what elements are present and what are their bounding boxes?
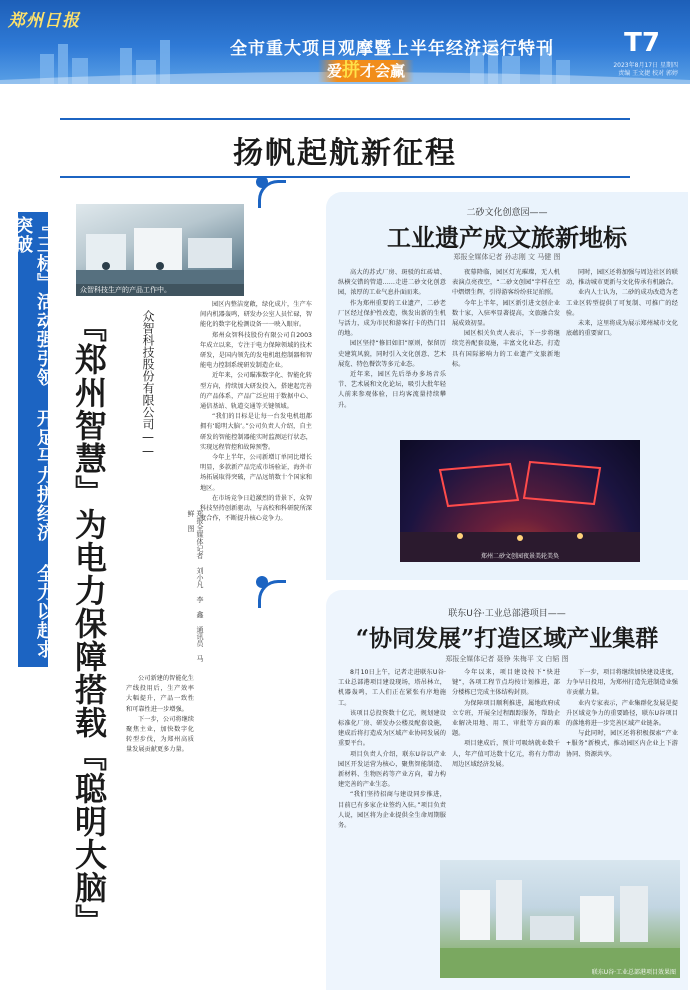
paragraph: 公司新建的智能化生产线投用后，生产效率大幅提升，产品一致性和可靠性进一步增强。 [126, 675, 194, 713]
left-article-kicker: 众智科技股份有限公司—— [141, 310, 155, 458]
paragraph: 高大的苏式厂房、斑驳的红砖墙、纵横交错的管道……走进二砂文化创意园，浓厚的工业气息扑面而来。 [338, 269, 446, 297]
article-b-title: “协同发展”打造区域产业集群 [355, 625, 659, 652]
factory-photo-graphic [76, 204, 244, 296]
paragraph: 同时，园区还将加强与周边社区的联动，推动城市更新与文化传承有机融合。 [566, 269, 678, 287]
issue-date: 2023年8月17日 星期四 [613, 62, 678, 69]
paragraph: 今年上半年，公司新增订单同比增长明显，多款新产品完成市场验证，海外市场拓展取得突破，产品远销数十个国家和地区。 [200, 454, 312, 492]
paragraph: 未来，这里将成为展示郑州城市文化底蕴的重要窗口。 [566, 320, 678, 338]
paragraph: 业内人士认为，二砂的成功改造为老工业区转型提供了可复制、可推广的经验。 [566, 289, 678, 317]
editor-line: 责编 王文捷 校对 郭婷 [618, 70, 678, 77]
aerial-photo-caption: 联东U谷·工业总部港项目效果图 [591, 969, 676, 976]
article-b-col-1 [338, 668, 446, 978]
panel-accent-dot [256, 176, 268, 188]
left-article-title: 『郑州智慧』为电力保障搭载『聪明大脑』 [70, 310, 108, 937]
paragraph: 近年来，公司瞄准数字化、智能化转型方向，持续加大研发投入，搭建起完善的产品体系，产品广泛应用于数据中心、通信基站、轨道交通等关键领域。 [200, 372, 312, 411]
paragraph: 今年上半年，园区新引进文创企业数十家，入驻率显著提高，文旅融合发展成效初显。 [452, 299, 560, 328]
slogan-column: 『三标』活动强引领 开足马力拼经济 全力以赴求突破 [18, 212, 48, 667]
paragraph: 8月10日上午，记者走进联东U谷·工业总部港项目建设现场，塔吊林立，机器轰鸣，工人们正在紧张有序地施工。 [338, 669, 446, 707]
left-article-body-continued [126, 674, 194, 974]
paragraph: 下一步，项目将继续加快建设进度，力争早日投用，为郑州打造先进制造业强市贡献力量。 [566, 669, 678, 697]
paragraph: “我们坚持招商与建设同步推进，目前已有多家企业签约入驻。”项目负责人说，园区将为企业提供全生命周期服务。 [338, 791, 446, 830]
article-a-col-2 [452, 268, 560, 438]
page-header [0, 0, 690, 84]
paragraph: 作为郑州重要的工业遗产，二砂老厂区经过保护性改造，焕发出新的生机与活力，成为市民和游客打卡的热门目的地。 [338, 299, 446, 338]
paragraph: 郑州众智科技股份有限公司自2003年成立以来，专注于电力保障领域的技术研发，是国内领先的发电机组控制器和智能电力控制系统研发制造企业。 [200, 331, 312, 370]
paragraph: 夜幕降临，园区灯光璀璨，无人机表演点亮夜空，“二砂文创园”字样在空中熠熠生辉，引得游客纷纷驻足拍照。 [452, 269, 560, 297]
article-a-kicker: 二砂文化创意园—— [466, 208, 548, 218]
sub-banner-highlight: 拼 [342, 60, 360, 81]
paragraph: 近年来，园区先后举办多场音乐节、艺术展和文化论坛，吸引大批年轻人前来参观体验，日均客流量持续攀升。 [338, 371, 446, 409]
article-b-byline: 郑报全媒体记者 聂铮 朱梅平 文 白韬 图 [445, 655, 569, 663]
issue-info [613, 62, 678, 78]
article-b-col-3 [566, 668, 678, 854]
special-edition-title: 全市重大项目观摩暨上半年经济运行特刊 [230, 39, 554, 59]
left-article-byline: 郑报全媒体记者 刘小凡 李 鑫 通讯员 马 鲜 图 [187, 510, 204, 662]
sub-banner [318, 60, 414, 82]
article-a-col-3 [566, 268, 678, 438]
aerial-photo-graphic [440, 860, 680, 978]
sub-banner-pre: 爱 [326, 62, 342, 80]
article-a-byline: 郑报全媒体记者 孙志刚 文 马健 图 [453, 253, 561, 261]
paragraph: 园区内整洁宽敞，绿化成片，生产车间内机器轰鸣，研发办公室人员忙碌，智能化的数字化检测设备一一映入眼帘。 [200, 301, 312, 329]
page-number: T7 [624, 28, 660, 58]
paragraph: 该项目总投资数十亿元，规划建设标准化厂房、研发办公楼及配套设施，建成后将打造成为区域产业协同发展的重要平台。 [338, 709, 446, 748]
headline-rule-top [60, 118, 630, 120]
paragraph: 业内专家表示，产业集群化发展是提升区域竞争力的重要路径，联东U谷项目的落地将进一步完善区域产业链条。 [566, 699, 678, 728]
night-photo-caption: 郑州二砂文创园夜景美轮美奂 [480, 553, 559, 560]
night-drone-show-photo [400, 440, 640, 562]
newspaper-logo: 郑州日报 [8, 11, 80, 31]
paragraph: 在市场竞争日趋激烈的背景下，众智科技坚持创新驱动，与高校和科研院所深度合作，不断提升核心竞争力。 [200, 494, 312, 523]
paragraph: 园区坚持“修旧如旧”原则，保留历史建筑风貌，同时引入文化创意、艺术展览、特色餐饮等多元业态。 [338, 340, 446, 368]
sub-banner-post: 才会赢 [360, 62, 406, 80]
paragraph: 为保障项目顺利推进，属地政府成立专班，开展全过程跟踪服务，帮助企业解决用地、用工、审批等方面的难题。 [452, 699, 560, 738]
paragraph: 今年以来，项目建设按下“快进键”，各项工程节点均按计划推进，部分楼栋已完成主体结构封顶。 [452, 669, 560, 697]
industrial-park-photo [440, 860, 680, 978]
left-article-body [200, 300, 312, 975]
headline-rule-bottom [60, 176, 630, 178]
panel-accent-dot [256, 576, 268, 588]
paragraph: 园区相关负责人表示，下一步将继续完善配套设施，丰富文化业态，打造具有国际影响力的工业遗产文旅新地标。 [452, 330, 560, 368]
article-b-kicker: 联东U谷·工业总部港项目—— [448, 609, 566, 619]
factory-photo [76, 204, 244, 296]
paragraph: 项目建成后，预计可吸纳就业数千人，年产值可达数十亿元，将有力带动周边区域经济发展。 [452, 740, 560, 768]
article-a-title: 工业遗产成文旅新地标 [387, 223, 627, 252]
article-b-col-2 [452, 668, 560, 854]
paragraph: 项目负责人介绍，联东U谷以产业园区开发运营为核心，聚焦智能制造、新材料、生物医药等产业方向，着力构建完善的产业生态。 [338, 750, 446, 789]
paragraph: “我们的目标是让每一台发电机组都拥有‘聪明大脑’。”公司负责人介绍，自主研发的智能控制器能实时监测运行状态，实现远程管控和故障预警。 [200, 413, 312, 451]
paragraph: 与此同时，园区还将积极探索“产业+服务”新模式，推动园区内企业上下游协同、资源共享。 [566, 730, 678, 758]
page-headline: 扬帆起航新征程 [233, 136, 457, 171]
night-photo-graphic [400, 440, 640, 562]
paragraph: 下一步，公司将继续聚焦主业，加快数字化转型步伐，为郑州高质量发展贡献更多力量。 [126, 715, 194, 754]
factory-photo-caption: 众智科技生产的产品工作中。 [76, 284, 244, 296]
